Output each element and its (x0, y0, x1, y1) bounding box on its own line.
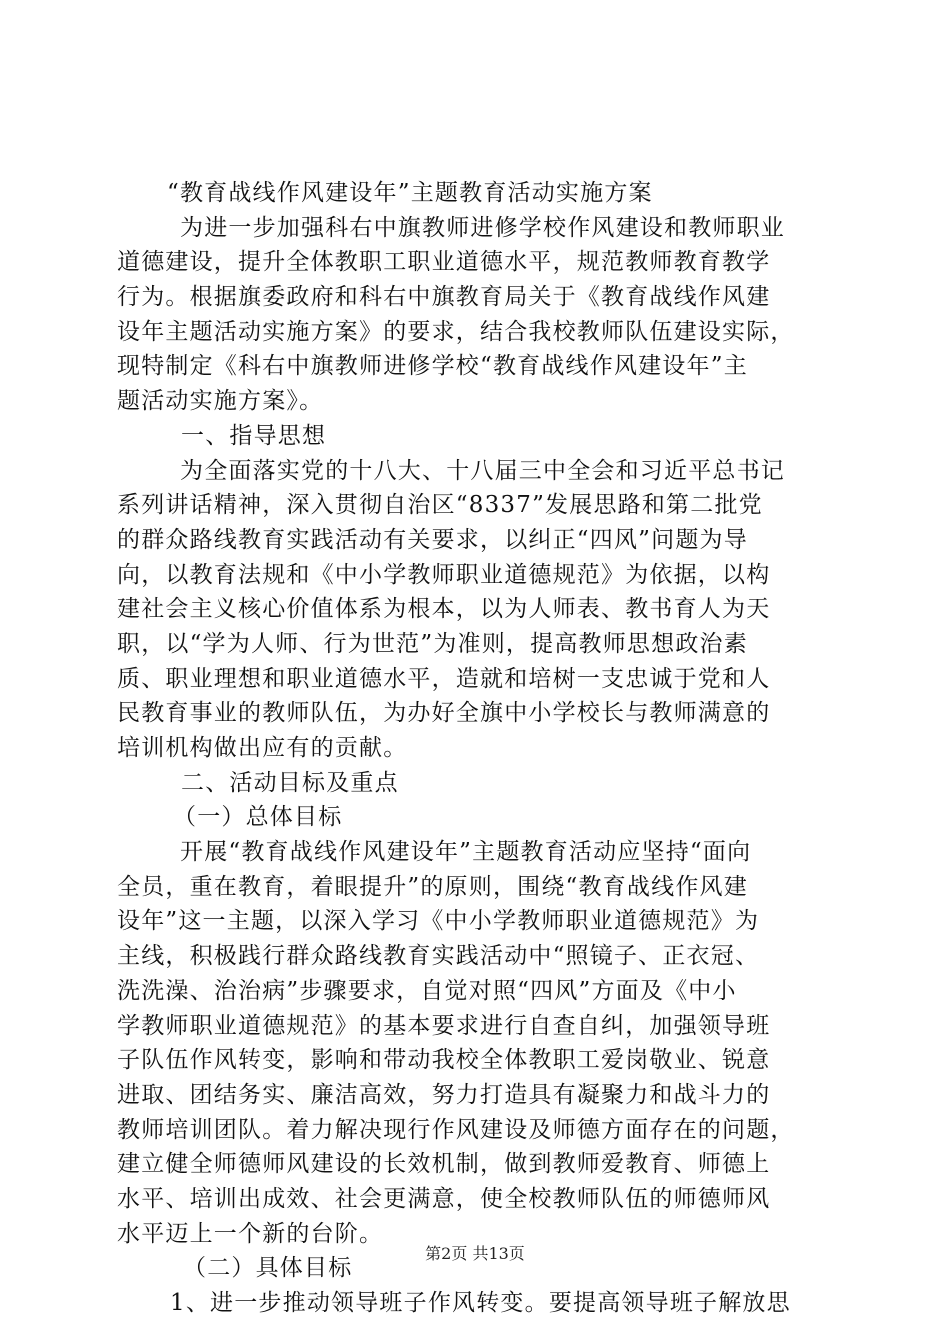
paragraph-line: 建社会主义核心价值体系为根本，以为人师表、教书育人为天 (117, 596, 771, 623)
paragraph-line: 设年”这一主题，以深入学习《中小学教师职业道德规范》为 (117, 908, 760, 935)
paragraph-line: 全员，重在教育，着眼提升”的原则，围绕“教育战线作风建 (117, 873, 748, 900)
paragraph-line: 向，以教育法规和《中小学教师职业道德规范》为依据，以构 (117, 561, 771, 588)
paragraph-line: 进取、团结务实、廉洁高效，努力打造具有凝聚力和战斗力的 (117, 1081, 771, 1108)
paragraph-line: 学教师职业道德规范》的基本要求进行自查自纠，加强领导班 (117, 1012, 771, 1039)
paragraph-line: 开展“教育战线作风建设年”主题教育活动应坚持“面向 (180, 839, 752, 866)
paragraph-line: 的群众路线教育实践活动有关要求，以纠正“四风”问题为导 (117, 526, 748, 553)
document-body (117, 176, 837, 1321)
intro-paragraph (117, 211, 837, 419)
paragraph-line: 子队伍作风转变，影响和带动我校全体教职工爱岗敬业、锐意 (117, 1047, 771, 1074)
paragraph-line: 行为。根据旗委政府和科右中旗教育局关于《教育战线作风建 (117, 284, 771, 311)
paragraph-line: 培训机构做出应有的贡献。 (117, 735, 408, 761)
paragraph-line: 设年主题活动实施方案》的要求，结合我校教师队伍建设实际， (117, 318, 795, 345)
paragraph-line: 道德建设，提升全体教职工职业道德水平，规范教师教育教学 (117, 249, 771, 276)
document-title: “教育战线作风建设年”主题教育活动实施方案 (167, 180, 653, 206)
paragraph-line: 水平、培训出成效、社会更满意，使全校教师队伍的师德师风 (117, 1185, 771, 1212)
section-heading-guiding-ideology: 一、指导思想 (181, 422, 327, 449)
paragraph-line: 质、职业理想和职业道德水平，造就和培树一支忠诚于党和人 (117, 665, 771, 692)
paragraph-line: 1、进一步推动领导班子作风转变。要提高领导班子解放思 (170, 1290, 791, 1316)
overall-goal-paragraph (117, 835, 837, 1251)
paragraph-line: 建立健全师德师风建设的长效机制，做到教师爱教育、师德上 (117, 1151, 771, 1178)
paragraph-line: 题活动实施方案》。 (117, 388, 324, 415)
paragraph-line: 现特制定《科右中旗教师进修学校“教育战线作风建设年”主 (117, 353, 748, 380)
section-heading-goals: 二、活动目标及重点 (181, 769, 399, 796)
paragraph-line: 教师培训团队。着力解决现行作风建设及师德方面存在的问题， (117, 1116, 795, 1143)
subsection-heading-overall-goal: （一）总体目标 (173, 804, 343, 831)
paragraph-line: 职，以“学为人师、行为世范”为准则，提高教师思想政治素 (117, 630, 748, 657)
paragraph-line: 洗洗澡、治治病”步骤要求，自觉对照“四风”方面及《中小 (117, 977, 737, 1004)
paragraph-line: 民教育事业的教师队伍，为办好全旗中小学校长与教师满意的 (117, 700, 771, 727)
paragraph-line: 系列讲话精神，深入贯彻自治区“8337”发展思路和第二批党 (117, 492, 763, 519)
subsection-heading-specific-goals: （二）具体目标 (183, 1255, 353, 1282)
paragraph-line: 主线，积极践行群众路线教育实践活动中“照镜子、正衣冠、 (117, 943, 760, 970)
guiding-ideology-paragraph (117, 454, 837, 766)
paragraph-line: 为进一步加强科右中旗教师进修学校作风建设和教师职业 (180, 214, 785, 241)
paragraph-line: 为全面落实党的十八大、十八届三中全会和习近平总书记 (180, 457, 785, 484)
paragraph-line: 水平迈上一个新的台阶。 (117, 1220, 384, 1247)
page-number-footer: 第2页 共13页 (425, 1244, 525, 1263)
